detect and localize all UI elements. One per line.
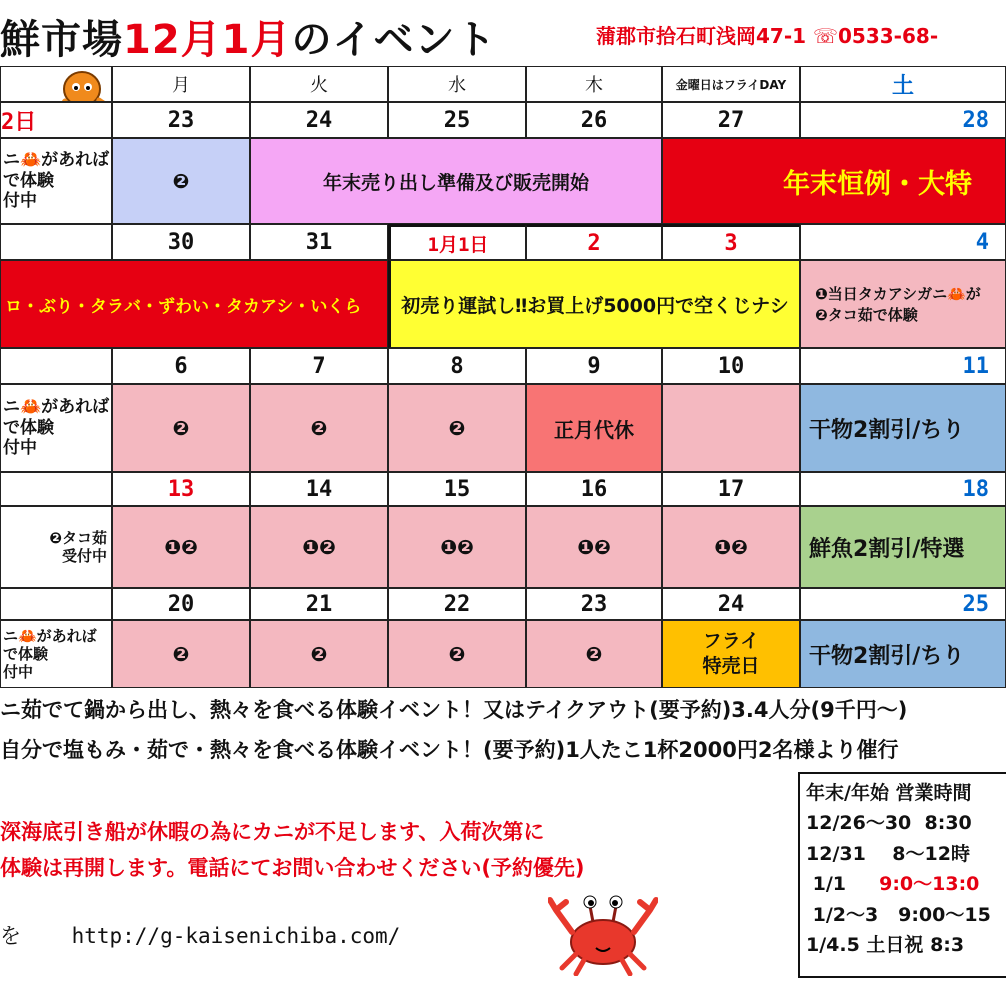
empty-cell xyxy=(0,472,112,506)
week1-left-note: ニ🦀があれば で体験 付中 xyxy=(0,138,112,224)
hours-time: 9:00～15 xyxy=(898,903,991,926)
event-lucky-draw: 初売り運試し‼お買上げ5000円で空くじナシ xyxy=(388,260,800,348)
store-address: 蒲郡市拾石町浅岡47-1 ☏0533-68- xyxy=(596,24,939,48)
event-crab-octopus: ❶当日タカアシガニ🦀が ❷タコ茹で体験 xyxy=(800,260,1006,348)
day-number: 26 xyxy=(526,102,662,138)
title-months: 12月1月 xyxy=(123,17,292,63)
hours-date: 12/26～30 xyxy=(806,812,912,835)
week1-left-label: 2日 xyxy=(0,102,112,138)
crab-icon xyxy=(548,880,658,976)
day-number: 1月1日 xyxy=(388,224,526,260)
day-number: 20 xyxy=(112,588,250,620)
hours-row xyxy=(806,900,1006,930)
event-mark: ❶❷ xyxy=(112,506,250,588)
day-number: 24 xyxy=(662,588,800,620)
event-new-year-fish: ロ・ぶり・タラバ・ずわい・タカアシ・いくら xyxy=(0,260,388,348)
week4-left-note: ❷タコ茹 受付中 xyxy=(0,506,112,588)
event-mark: ❷ xyxy=(250,384,388,472)
event-fresh-fish-sale: 鮮魚2割引/特選 xyxy=(800,506,1006,588)
day-number: 8 xyxy=(388,348,526,384)
event-holiday: 正月代休 xyxy=(526,384,662,472)
day-number: 30 xyxy=(112,224,250,260)
day-number: 7 xyxy=(250,348,388,384)
day-number: 15 xyxy=(388,472,526,506)
day-number: 13 xyxy=(112,472,250,506)
day-number: 16 xyxy=(526,472,662,506)
day-number: 27 xyxy=(662,102,800,138)
event-year-end-prep: 年末売り出し準備及び販売開始 xyxy=(250,138,662,224)
day-number: 9 xyxy=(526,348,662,384)
hours-title: 年末/年始 営業時間 xyxy=(806,782,972,804)
event-mark: ❷ xyxy=(526,620,662,688)
weekday-thu: 木 xyxy=(526,66,662,102)
hours-date: 1/2～3 xyxy=(812,903,879,926)
event-mark: ❶❷ xyxy=(662,506,800,588)
event-dried-fish-sale: 干物2割引/ちり xyxy=(800,620,1006,688)
event-dried-fish-sale: 干物2割引/ちり xyxy=(800,384,1006,472)
page-title xyxy=(0,8,640,66)
title-prefix: 鮮市場 xyxy=(0,17,123,63)
weekday-mon: 月 xyxy=(112,66,250,102)
title-suffix: のイベント xyxy=(291,17,497,63)
day-number: 18 xyxy=(800,472,1006,506)
day-number: 24 xyxy=(250,102,388,138)
day-number: 23 xyxy=(526,588,662,620)
day-number: 25 xyxy=(388,102,526,138)
weekday-sat: 土 xyxy=(800,66,1006,102)
event-mark: ❶❷ xyxy=(250,506,388,588)
event-mark: ❶❷ xyxy=(526,506,662,588)
day-number: 10 xyxy=(662,348,800,384)
hours-row xyxy=(806,839,1006,869)
hours-date: 1/1 xyxy=(812,873,847,896)
day-number: 6 xyxy=(112,348,250,384)
event-mark: ❷ xyxy=(112,384,250,472)
week5-left-note: ニ🦀があれば で体験 付中 xyxy=(0,620,112,688)
hours-date: 12/31 xyxy=(806,842,866,865)
hours-time: 8:3 xyxy=(930,933,965,956)
day-number: 22 xyxy=(388,588,526,620)
event-mark: ❷ xyxy=(250,620,388,688)
weekday-fri: 金曜日はフライDAY xyxy=(662,66,800,102)
week3-left-note: ニ🦀があれば で体験 付中 xyxy=(0,384,112,472)
empty-cell xyxy=(0,348,112,384)
weekday-tue: 火 xyxy=(250,66,388,102)
empty-cell xyxy=(662,384,800,472)
hours-row xyxy=(806,930,1006,960)
hours-date: 1/4.5 土日祝 xyxy=(806,933,924,956)
business-hours-box xyxy=(798,772,1006,978)
hours-time: 8～12時 xyxy=(892,842,970,865)
hours-row xyxy=(806,869,1006,899)
octopus-header-cell xyxy=(0,66,112,102)
event-calendar xyxy=(0,66,1006,696)
hours-time: 9:0～13:0 xyxy=(879,873,980,896)
octopus-icon xyxy=(47,67,112,102)
day-number: 23 xyxy=(112,102,250,138)
day-number: 3 xyxy=(662,224,800,260)
website-line xyxy=(0,920,400,950)
day-number: 31 xyxy=(250,224,388,260)
weekday-wed: 水 xyxy=(388,66,526,102)
day-number: 25 xyxy=(800,588,1006,620)
day-number: 28 xyxy=(800,102,1006,138)
url-prefix: を xyxy=(0,924,21,948)
day-number: 2 xyxy=(526,224,662,260)
day-number: 4 xyxy=(800,224,1006,260)
note-octopus-experience: 自分で塩もみ・茹で・熱々を食べる体験イベント！(要予約)1人たこ1杯2000円2名様より催行 xyxy=(0,738,899,762)
note-reopen: 体験は再開します。電話にてお問い合わせください(予約優先) xyxy=(0,856,585,880)
day-number: 21 xyxy=(250,588,388,620)
event-year-end-sale: 年末恒例・大特 xyxy=(662,138,1006,224)
day-number: 17 xyxy=(662,472,800,506)
event-mark: ❷ xyxy=(112,138,250,224)
event-mark: ❷ xyxy=(388,620,526,688)
day-number: 14 xyxy=(250,472,388,506)
event-mark: ❷ xyxy=(388,384,526,472)
empty-cell xyxy=(0,588,112,620)
note-crab-experience: ニ茹でて鍋から出し、熱々を食べる体験イベント！又はテイクアウト(要予約)3.4人分(9千円～) xyxy=(0,698,908,722)
event-mark: ❷ xyxy=(112,620,250,688)
hours-row xyxy=(806,808,1006,838)
hours-time: 8:30 xyxy=(924,812,972,835)
event-fry-sale: フライ 特売日 xyxy=(662,620,800,688)
empty-cell xyxy=(0,224,112,260)
event-mark: ❶❷ xyxy=(388,506,526,588)
note-crab-shortage: 深海底引き船が休暇の為にカニが不足します、入荷次第に xyxy=(0,820,545,844)
website-link[interactable]: http://g-kaisenichiba.com/ xyxy=(71,924,401,948)
day-number: 11 xyxy=(800,348,1006,384)
